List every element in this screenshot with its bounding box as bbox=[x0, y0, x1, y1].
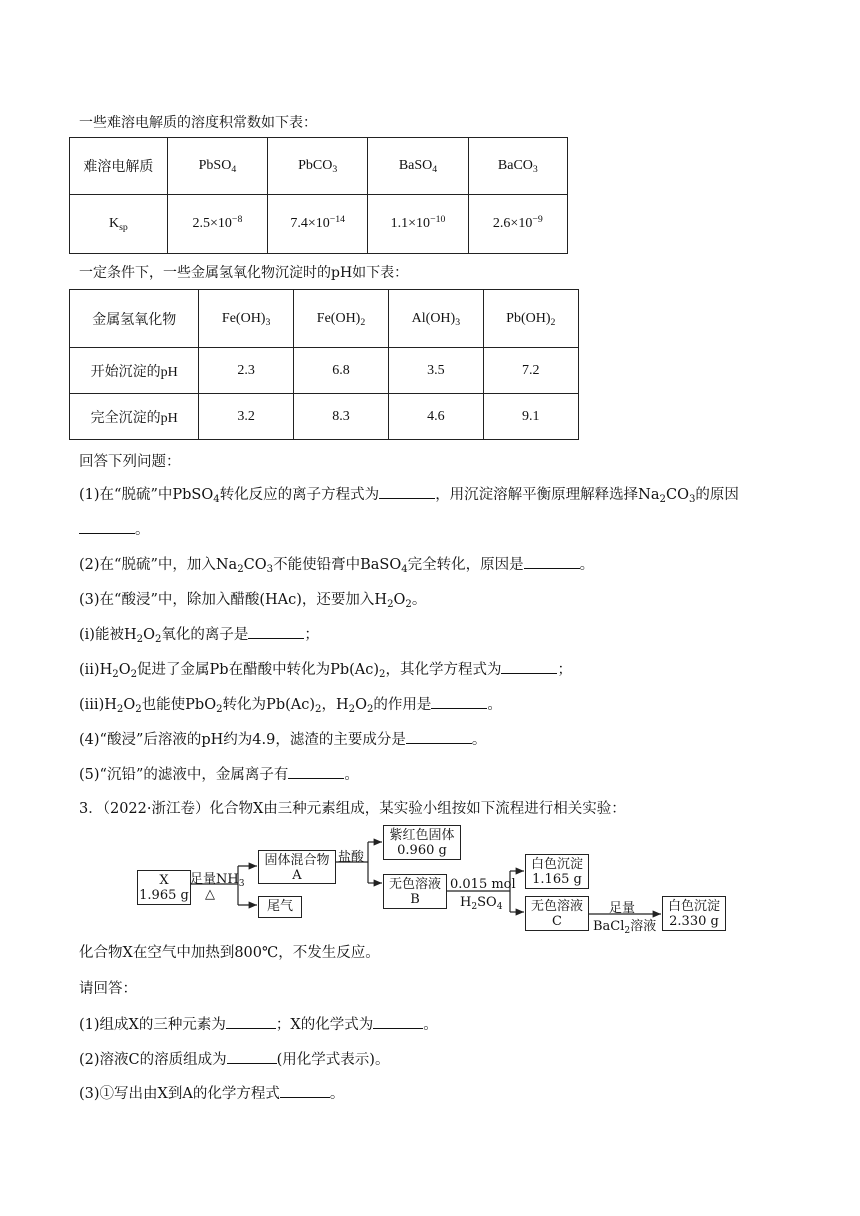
question-1: (1)在“脱硫”中PbSO$_4$转化反应的离子方程式为 ，用沉淀溶解平衡原理解释选择$Na_2CO_3$的原因 bbox=[79, 487, 739, 505]
question-2: (2)在“脱硫”中，加入$Na_2CO_3$不能使铅膏中BaSO$_4$完全转化，原因是 。 bbox=[79, 557, 595, 575]
ph-value-cell: 9.1 bbox=[483, 394, 578, 440]
question-1-cont: 。 bbox=[79, 518, 150, 539]
p3-question-1: (1)组成X的三种元素为 ；X的化学式为 。 bbox=[79, 1017, 438, 1033]
question-3: (3)在“酸浸”中，除加入醋酸(HAc)，还要加入$H_2O_2$。 bbox=[79, 592, 427, 610]
answer-prompt: 回答下列问题： bbox=[79, 454, 181, 470]
ph-header-label: 金属氢氧化物 bbox=[70, 290, 199, 348]
problem-3-heading: 3．（2022·浙江卷）化合物X由三种元素组成，某实验小组按如下流程进行相关实验： bbox=[79, 801, 626, 817]
ksp-value-cell: $2.6\times 10^{-9}$ bbox=[468, 195, 567, 254]
ph-value-cell: 3.2 bbox=[199, 394, 293, 440]
box-white-precipitate-1: 白色沉淀 1.165 g bbox=[525, 854, 589, 889]
answer-blank[interactable] bbox=[280, 1084, 330, 1098]
ph-value-cell: 3.5 bbox=[389, 348, 483, 394]
ksp-compound-cell: BaCO$_3$ bbox=[468, 138, 567, 195]
box-solution-b: 无色溶液 B bbox=[383, 874, 447, 909]
ph-value-cell: 4.6 bbox=[389, 394, 483, 440]
question-3-i: (ⅰ)能被$H_2O_2$氧化的离子是 ； bbox=[79, 627, 319, 645]
ph-compound-cell: $Al(OH)_3$ bbox=[389, 290, 483, 348]
answer-blank[interactable] bbox=[373, 1015, 423, 1029]
ph-row-label: 完全沉淀的pH bbox=[70, 394, 199, 440]
please-answer: 请回答： bbox=[79, 981, 137, 997]
ph-compound-cell: $Fe(OH)_2$ bbox=[293, 290, 388, 348]
ph-value-cell: 7.2 bbox=[483, 348, 578, 394]
ph-value-cell: 8.3 bbox=[293, 394, 388, 440]
box-solid-mixture-a: 固体混合物 A bbox=[258, 850, 336, 884]
p3-question-2: (2)溶液C的溶质组成为 (用化学式表示)。 bbox=[79, 1052, 390, 1068]
box-solution-c: 无色溶液 C bbox=[525, 896, 589, 931]
ph-compound-cell: $Pb(OH)_2$ bbox=[483, 290, 578, 348]
intro-ph-text: 一定条件下，一些金属氢氧化物沉淀时的pH如下表： bbox=[79, 265, 409, 281]
box-tail-gas: 尾气 bbox=[258, 896, 302, 918]
ph-row-label: 开始沉淀的pH bbox=[70, 348, 199, 394]
reagent-h2so4-amount: 0.015 mol bbox=[450, 877, 516, 892]
answer-blank[interactable] bbox=[226, 1015, 276, 1029]
reagent-bacl2: BaCl$_2$溶液 bbox=[593, 919, 657, 936]
note-800c: 化合物X在空气中加热到800℃，不发生反应。 bbox=[79, 945, 380, 961]
ph-compound-cell: $Fe(OH)_3$ bbox=[199, 290, 293, 348]
question-5: (5)“沉铅”的滤液中，金属离子有 。 bbox=[79, 767, 359, 783]
box-white-precipitate-2: 白色沉淀 2.330 g bbox=[662, 896, 726, 931]
reagent-hcl: 盐酸 bbox=[338, 850, 365, 865]
ksp-compound-cell: PbSO$_4$ bbox=[167, 138, 267, 195]
ph-value-cell: 2.3 bbox=[199, 348, 293, 394]
box-x: X 1.965 g bbox=[137, 870, 191, 905]
heat-condition: △ bbox=[205, 887, 215, 902]
answer-blank[interactable] bbox=[227, 1050, 277, 1064]
intro-ksp-text: 一些难溶电解质的溶度积常数如下表： bbox=[79, 115, 317, 131]
ksp-row-label: $K_{sp}$ bbox=[70, 195, 168, 254]
reagent-nh3: 足量$NH_3$ bbox=[190, 872, 245, 889]
ksp-header-label: 难溶电解质 bbox=[70, 138, 168, 195]
reagent-excess: 足量 bbox=[609, 901, 636, 916]
ksp-value-cell: $1.1\times 10^{-10}$ bbox=[368, 195, 468, 254]
ksp-compound-cell: PbCO$_3$ bbox=[268, 138, 368, 195]
ph-value-cell: 6.8 bbox=[293, 348, 388, 394]
box-purple-solid: 紫红色固体 0.960 g bbox=[383, 825, 461, 860]
question-3-iii: $(ⅲ)H_2O_2$也能使PbO$_2$转化为$Pb(Ac)_2$，$H_2O_2$的作用是 。 bbox=[79, 697, 502, 715]
question-4: (4)“酸浸”后溶液的pH约为4.9，滤渣的主要成分是 。 bbox=[79, 732, 487, 748]
ksp-value-cell: $7.4\times 10^{-14}$ bbox=[268, 195, 368, 254]
ksp-compound-cell: BaSO$_4$ bbox=[368, 138, 468, 195]
reagent-h2so4: $H_2SO_4$ bbox=[460, 895, 503, 912]
ksp-value-cell: $2.5\times 10^{-8}$ bbox=[167, 195, 267, 254]
p3-question-3: (3)①写出由X到A的化学方程式 。 bbox=[79, 1086, 345, 1102]
question-3-ii: $(ⅱ)H_2O_2$促进了金属Pb在醋酸中转化为$Pb(Ac)_2$，其化学方程式为 ； bbox=[79, 662, 572, 680]
